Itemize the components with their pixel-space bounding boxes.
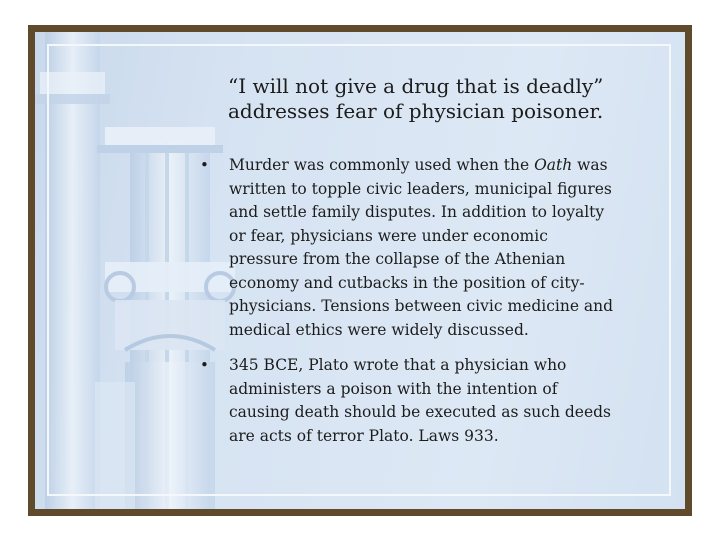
bullet-line: pressure from the collapse of the Athenian [229,250,566,268]
title-line: “I will not give a drug that is deadly” [228,74,604,98]
slide-frame [28,25,692,516]
bullet-line: administers a poison with the intention of [229,379,558,398]
bullet-line: written to topple civic leaders, municipal figures [229,179,612,198]
bullet-line: and settle family disputes. In addition to loyalty [229,203,605,221]
bullet-line: medical ethics were widely discussed. [229,320,529,339]
bullet-line: causing death should be executed as such deeds [229,403,611,421]
bullet-line: are acts of terror Plato. Laws 933. [229,426,499,445]
bullet-item [200,154,657,342]
bullet-icon: • [200,356,209,374]
bullet-icon: • [200,156,209,174]
slide-background [35,32,685,509]
bullet-line: or fear, physicians were under economic [229,226,548,245]
title-line: addresses fear of physician poisoner. [228,99,604,123]
bullet-text: Murder was commonly used when the [229,156,535,174]
bullet-text: was [572,156,608,174]
bullet-item [200,354,657,448]
bullet-line [229,154,657,178]
bullet-list [200,154,657,460]
oath-emphasis: Oath [534,156,573,174]
bullet-line: economy and cutbacks in the position of city- [229,273,585,292]
bullet-line: physicians. Tensions between civic medicine and [229,297,614,315]
bullet-line: 345 BCE, Plato wrote that a physician who [229,356,567,374]
slide-title [228,74,648,124]
